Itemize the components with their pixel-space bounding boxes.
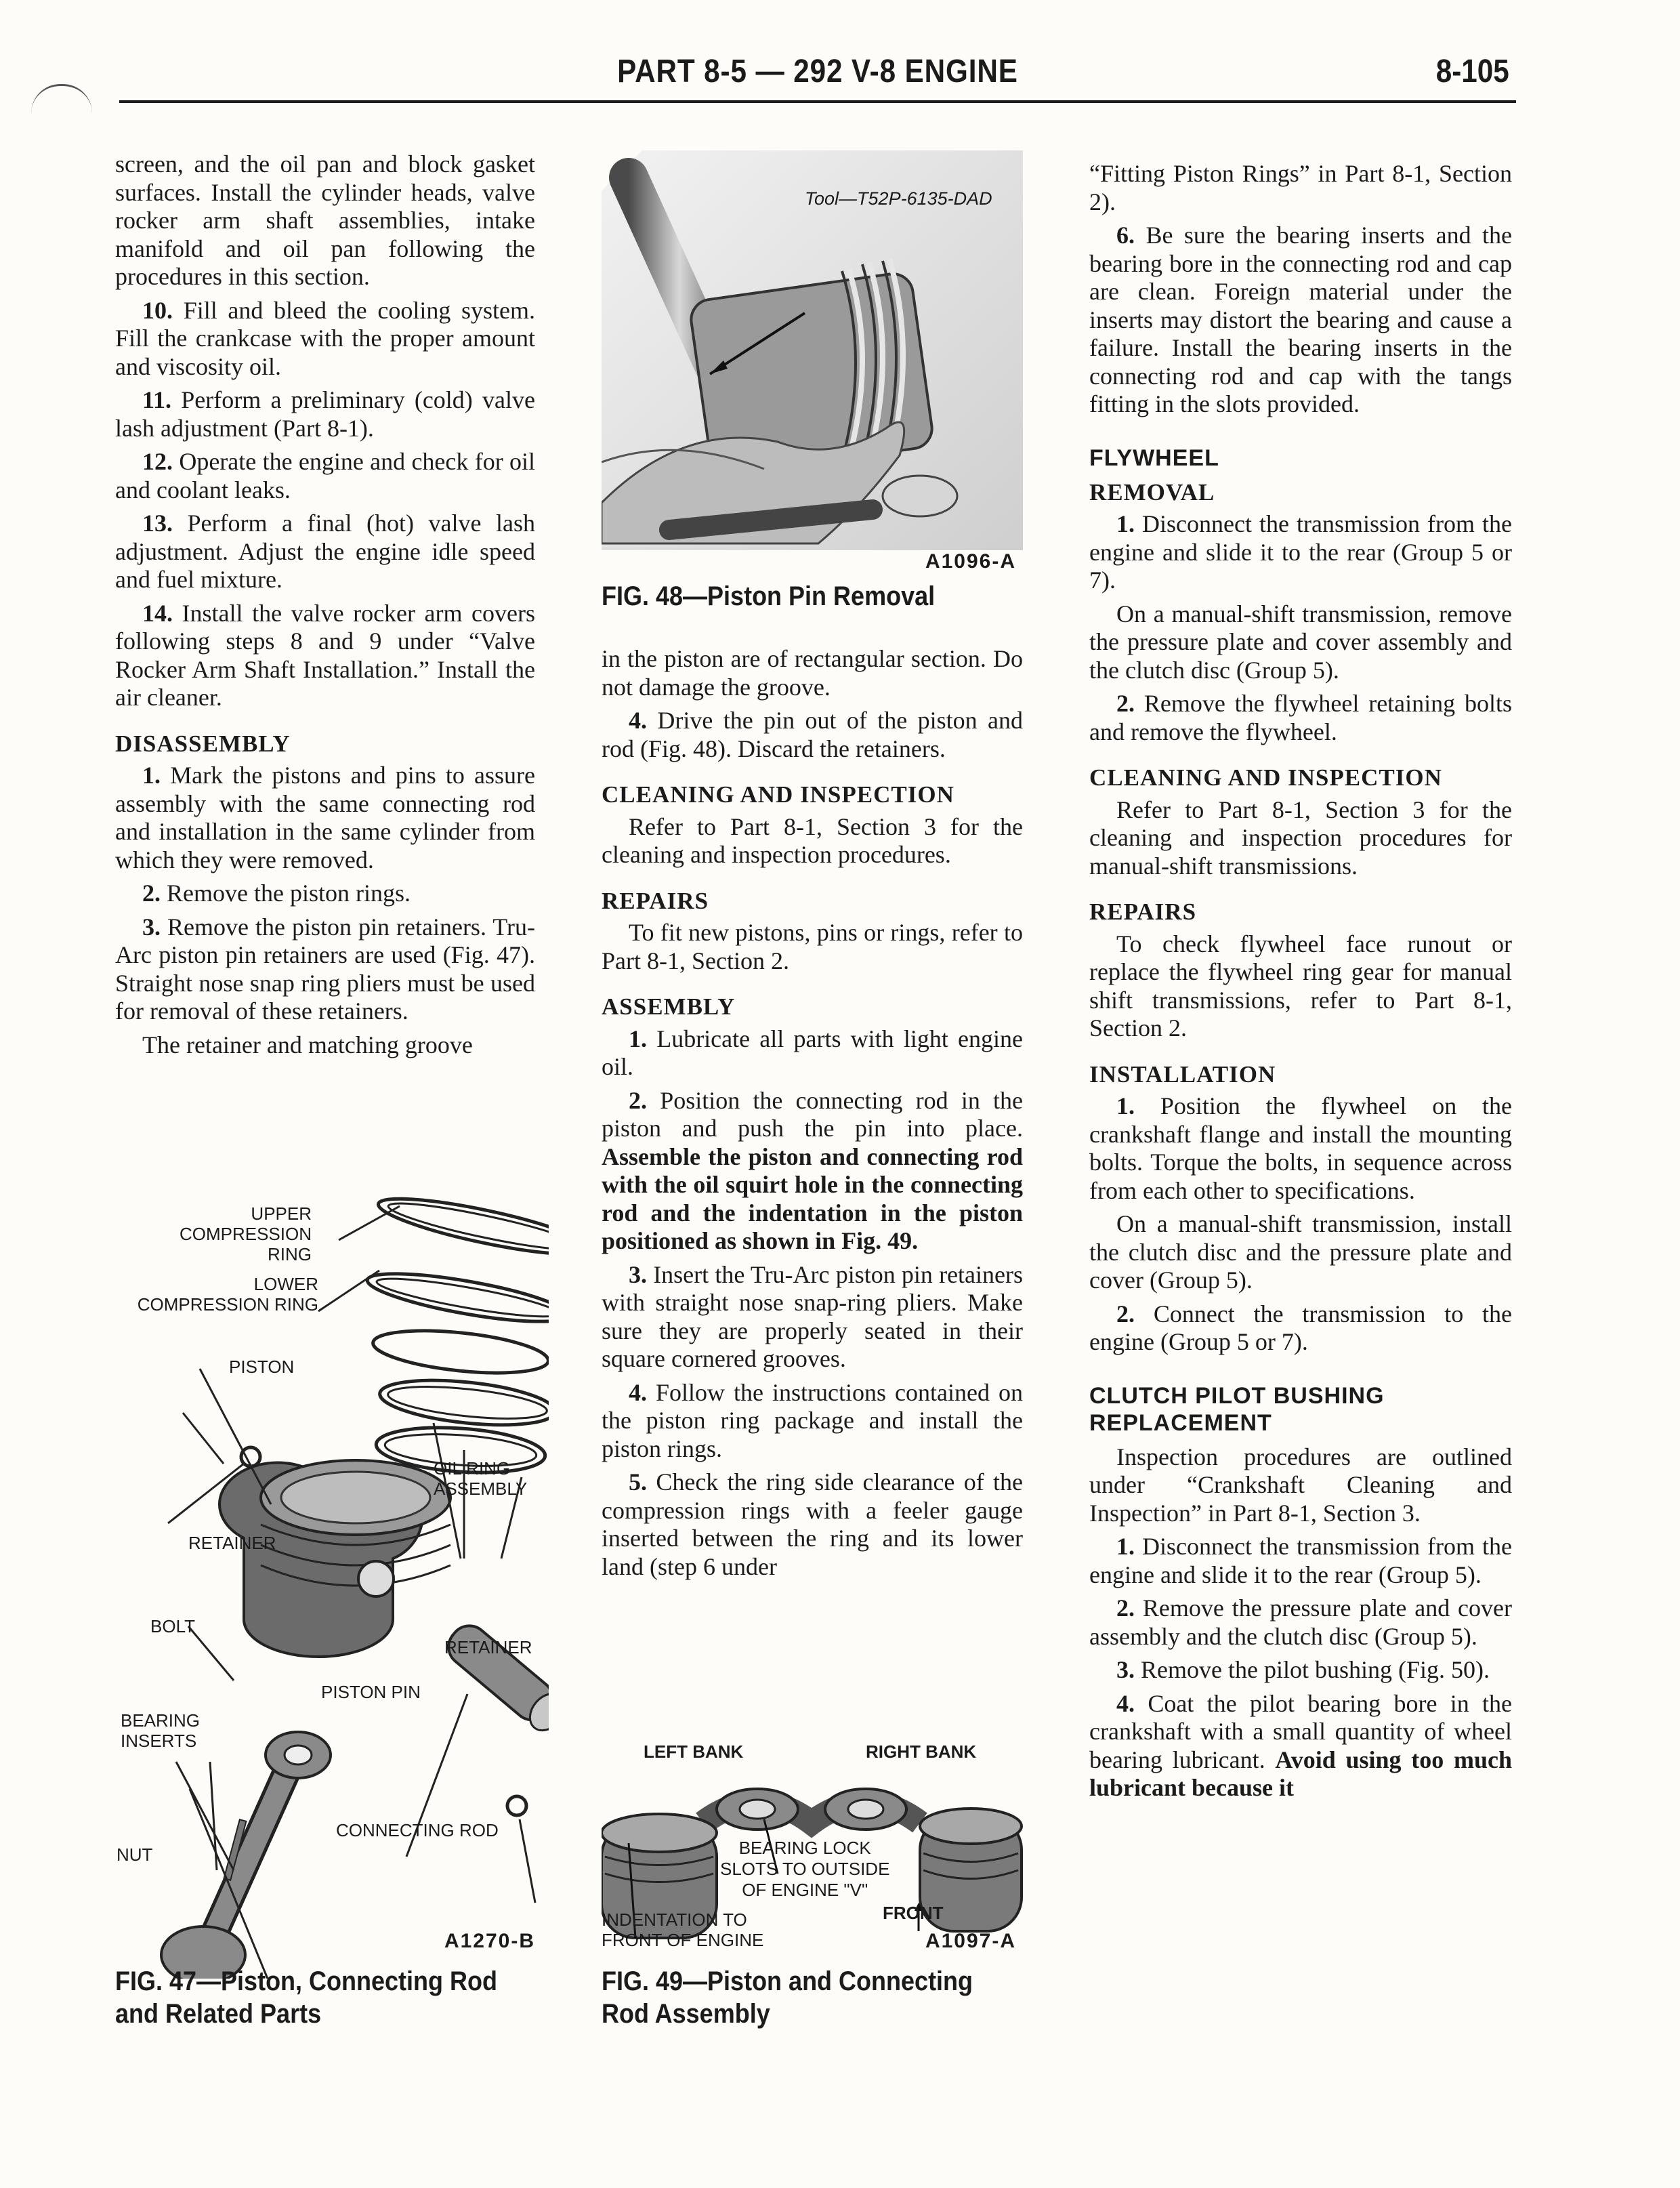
step-12: 12. Operate the engine and check for oil and coolant leaks. [115,448,536,503]
disassembly-step-2: 2. Remove the piston rings. [142,880,411,907]
figure-48-code: A1096-A [925,550,1016,573]
page-header [119,53,1516,110]
step-11: 11. Perform a preliminary (cold) valve lash adjustment (Part 8-1). [115,386,535,442]
label-piston-pin: PISTON PIN [321,1682,421,1702]
heading-cleaning-inspection: CLEANING AND INSPECTION [602,781,954,808]
label-indentation: INDENTATION TO FRONT OF ENGINE [602,1910,764,1950]
assembly-step-1: 1. Lubricate all parts with light engine oil. [602,1025,1023,1080]
heading-assembly: ASSEMBLY [602,993,736,1020]
label-retainer-left: RETAINER [188,1533,276,1553]
column-1 [115,150,535,1065]
page-corner-mark [31,84,92,113]
paragraph: Inspection procedures are outlined under “Crankshaft Cleaning and Inspection” in Part 8-1, Section 3. [1089,1443,1512,1527]
label-piston: PISTON [229,1357,295,1377]
label-oil-ring-assembly: OIL RING ASSEMBLY [434,1458,528,1499]
label-lower-compression-ring: LOWER COMPRESSION RING [137,1274,318,1315]
label-nut: NUT [117,1844,153,1865]
figure-48-caption: FIG. 48—Piston Pin Removal [602,581,936,611]
figure-47-code: A1270-B [444,1930,535,1952]
label-front: FRONT [883,1903,944,1923]
column-3 [1089,160,1512,1808]
removal-step-2: 2. Remove the flywheel retaining bolts and remove the flywheel. [1089,690,1512,745]
step-10: 10. Fill and bleed the cooling system. Fill the crankcase with the proper amount and viscosity oil. [115,296,536,380]
column-2 [602,645,1023,1586]
disassembly-step-3: 3. Remove the piston pin retainers. Tru-Arc piston pin retainers are used (Fig. 47). Straight nose snap ring pliers must be used for removal of these retainers. [115,913,535,1025]
clutch-step-2: 2. Remove the pressure plate and cover assembly and the clutch disc (Group 5). [1089,1594,1512,1650]
page-header-title: PART 8-5 — 292 V-8 ENGINE [617,54,1018,89]
installation-step-1: 1. Position the flywheel on the crankshaft flange and install the mounting bolts. Torque the bolts, in sequence across from each other to specifications. [1089,1092,1512,1204]
assembly-step-6: 6. Be sure the bearing inserts and the bearing bore in the connecting rod and cap are clean. Foreign material under the inserts may distort the bearing and cause a failure. Install the bearing inserts in the connecting rod and cap with the tangs fitting in the slots provided. [1089,222,1513,417]
step-14: 14. Install the valve rocker arm covers following steps 8 and 9 under “Valve Rocker Arm Shaft Installation.” Install the air cleaner. [115,599,536,711]
clutch-step-4: 4. Coat the pilot bearing bore in the crankshaft with a small quantity of wheel bearing lubricant. Avoid using too much lubricant because it [1089,1689,1513,1801]
figure-48 [602,150,1023,611]
heading-disassembly: DISASSEMBLY [115,730,291,757]
paragraph: in the piston are of rectangular section. Do not damage the groove. [602,645,1023,701]
figure-49 [602,1741,1023,2046]
installation-step-2: 2. Connect the transmission to the engine (Group 5 or 7). [1089,1300,1512,1355]
clutch-step-1: 1. Disconnect the transmission from the engine and slide it to the rear (Group 5). [1089,1533,1513,1588]
label-upper-compression-ring: UPPER COMPRESSION RING [179,1203,312,1264]
paragraph: On a manual-shift transmission, remove the pressure plate and cover assembly and the clutch disc (Group 5). [1089,600,1512,684]
paragraph: Refer to Part 8-1, Section 3 for the cleaning and inspection procedures. [602,812,1023,868]
removal-step-1: 1. Disconnect the transmission from the engine and slide it to the rear (Group 5 or 7). [1089,510,1513,594]
page-number: 8-105 [1435,54,1509,89]
heading-cleaning-inspection: CLEANING AND INSPECTION [1089,764,1442,791]
label-connecting-rod: CONNECTING ROD [336,1820,499,1840]
heading-installation: INSTALLATION [1089,1060,1276,1088]
assembly-step-5: 5. Check the ring side clearance of the compression rings with a feeler gauge inserted between the ring and its lower land (step 6 under [602,1468,1024,1580]
paragraph: The retainer and matching groove [142,1031,473,1058]
assembly-step-4: 4. Follow the instructions contained on the piston ring package and install the piston rings. [602,1378,1024,1462]
heading-repairs: REPAIRS [1089,899,1197,925]
figure-49-code: A1097-A [925,1930,1016,1952]
paragraph: To fit new pistons, pins or rings, refer to Part 8-1, Section 2. [602,919,1023,974]
header-rule [119,100,1516,103]
figure-47-caption: FIG. 47—Piston, Connecting Rod and Related Parts [115,1966,498,2029]
disassembly-step-1: 1. Mark the pistons and pins to assure assembly with the same connecting rod and installation in the same cylinder from which they were removed. [115,762,536,873]
heading-removal: REMOVAL [1089,478,1215,505]
paragraph: screen, and the oil pan and block gasket surfaces. Install the cylinder heads, valve rocker arm shaft assemblies, intake manifold and oil pan following the procedures in this section. [115,150,535,290]
figure-48-photo [602,150,1023,550]
paragraph: Refer to Part 8-1, Section 3 for the cleaning and inspection procedures for manual-shift transmissions. [1089,796,1512,880]
label-retainer-right: RETAINER [444,1637,532,1657]
label-left-bank: LEFT BANK [644,1741,744,1762]
disassembly-step-4: 4. Drive the pin out of the piston and rod (Fig. 48). Discard the retainers. [602,707,1023,762]
label-right-bank: RIGHT BANK [866,1741,977,1762]
paragraph: “Fitting Piston Rings” in Part 8-1, Section 2). [1089,160,1512,215]
clutch-step-3: 3. Remove the pilot bushing (Fig. 50). [1116,1656,1490,1683]
paragraph: To check flywheel face runout or replace the flywheel ring gear for manual shift transmissions, refer to Part 8-1, Section 2. [1089,930,1512,1041]
tool-label: Tool—T52P-6135-DAD [805,188,992,209]
assembly-step-2: 2. Position the connecting rod in the piston and push the pin into place. Assemble the piston and connecting rod with the oil squirt hole in the connecting rod and the indentation in the piston positioned as shown in Fig. 49. [602,1086,1024,1254]
figure-47 [115,1179,549,2046]
label-bearing-inserts: BEARING INSERTS [121,1710,201,1751]
heading-clutch-pilot-bushing: CLUTCH PILOT BUSHING REPLACEMENT [1089,1382,1385,1436]
heading-flywheel: FLYWHEEL [1089,445,1219,471]
label-bolt: BOLT [150,1616,195,1636]
assembly-step-3: 3. Insert the Tru-Arc piston pin retainers with straight nose snap-ring pliers. Make sure they are properly seated in their square cornered grooves. [602,1260,1024,1372]
figure-49-caption: FIG. 49—Piston and Connecting Rod Assembly [602,1966,973,2029]
label-bearing-lock-slots: BEARING LOCK SLOTS TO OUTSIDE OF ENGINE "V" [720,1838,890,1900]
heading-repairs: REPAIRS [602,887,709,914]
paragraph: On a manual-shift transmission, install the clutch disc and the pressure plate and cover (Group 5). [1089,1210,1512,1294]
step-13: 13. Perform a final (hot) valve lash adjustment. Adjust the engine idle speed and fuel mixture. [115,510,536,593]
